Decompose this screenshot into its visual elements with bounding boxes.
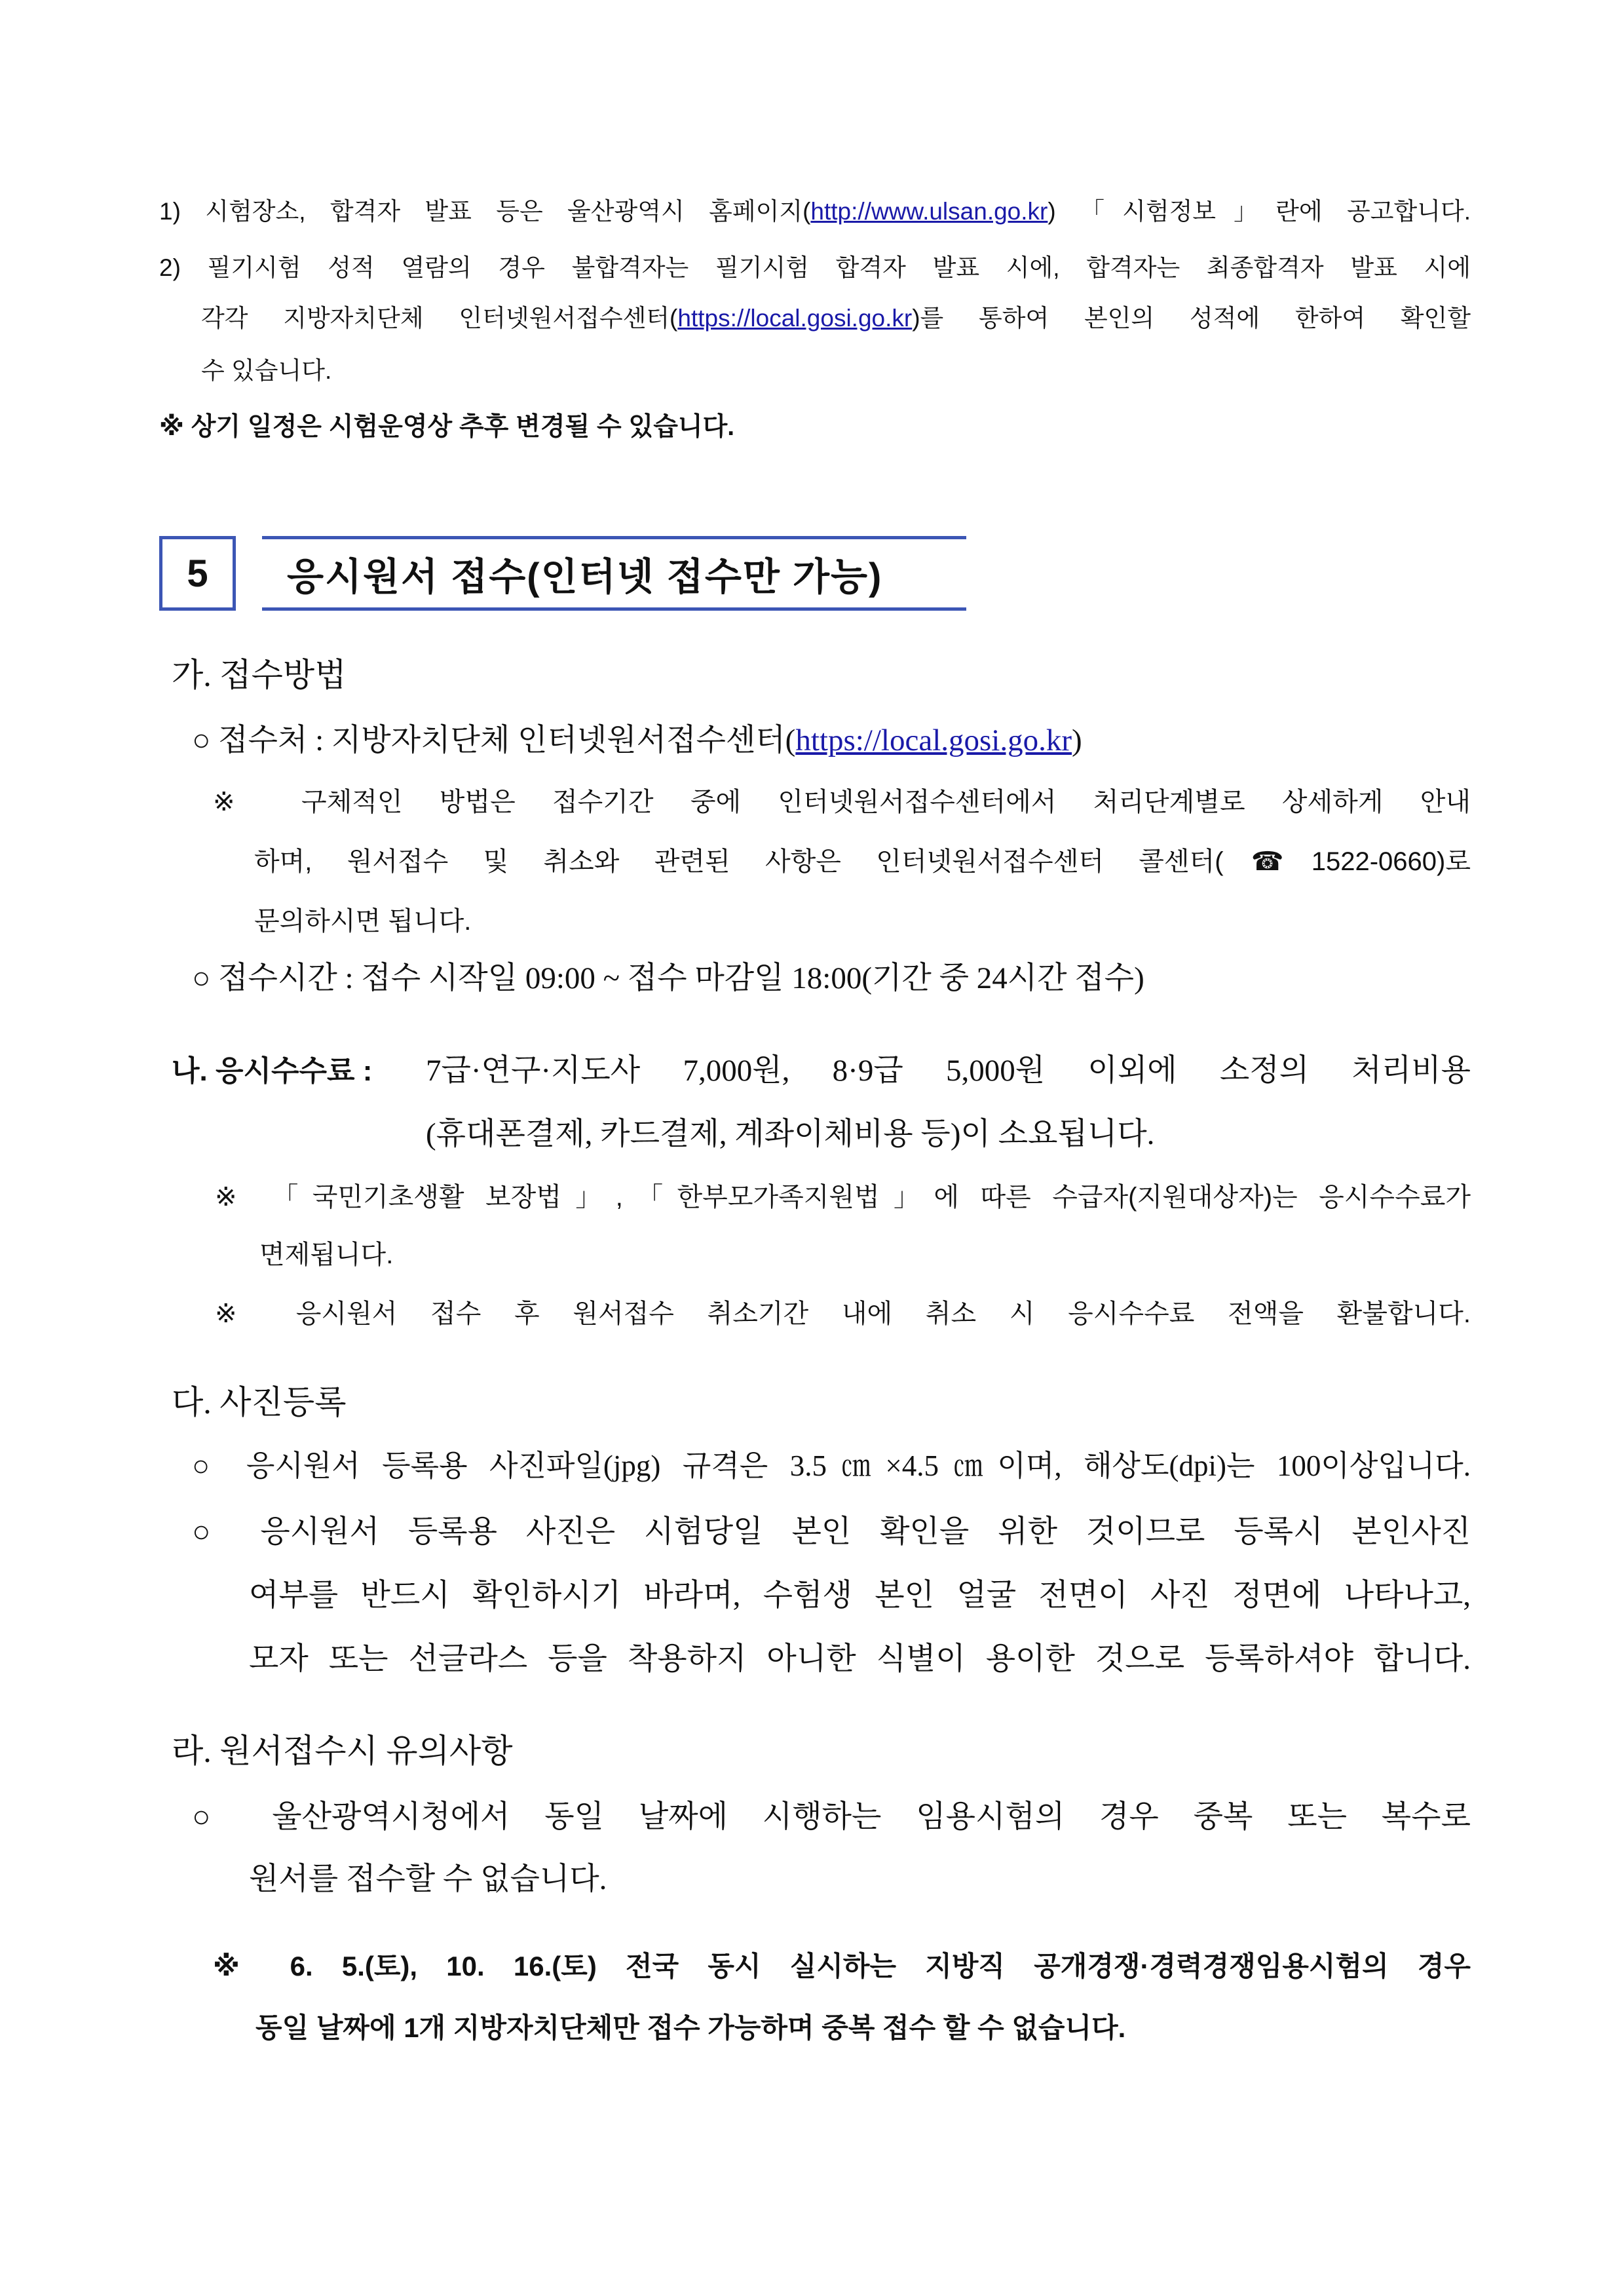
heading-na: 나. 응시수수료 : xyxy=(172,1055,373,1087)
note-1-suffix: ) 「시험정보」란에 공고합니다. xyxy=(1048,198,1471,225)
reception-place-prefix: ○ 접수처 : 지방자치단체 인터넷원서접수센터( xyxy=(192,723,796,757)
method-note-line-3: 문의하시면 됩니다. xyxy=(254,907,472,936)
reception-time: ○ 접수시간 : 접수 시작일 09:00 ~ 접수 마감일 18:00(기간 중 24시간 접수) xyxy=(192,961,1144,995)
method-note-line-2: 하며, 원서접수 및 취소와 관련된 사항은 인터넷원서접수센터 콜센터(☎1522-0660)로 xyxy=(254,847,1471,876)
heading-ra: 라. 원서접수시 유의사항 xyxy=(172,1732,513,1769)
nationwide-exam-note-line-2: 동일 날짜에 1개 지방자치단체만 접수 가능하며 중복 접수 할 수 없습니다. xyxy=(255,2012,1126,2043)
section-title: 응시원서 접수(인터넷 접수만 가능) xyxy=(262,536,966,611)
ulsan-homepage-link[interactable]: http://www.ulsan.go.kr xyxy=(810,198,1048,225)
note-2-line-2 xyxy=(201,298,1471,334)
fee-line-2: (휴대폰결제, 카드결제, 계좌이체비용 등)이 소요됩니다. xyxy=(426,1117,1155,1151)
fee-exemption-note-line-1: ※ 「국민기초생활 보장법」,「한부모가족지원법」에 따른 수급자(지원대상자)는 응시수수료가 xyxy=(215,1183,1471,1212)
heading-da: 다. 사진등록 xyxy=(172,1384,347,1421)
photo-rule-line-1: ○ 응시원서 등록용 사진은 시험당일 본인 확인을 위한 것이므로 등록시 본인사진 xyxy=(192,1515,1471,1549)
photo-rule-line-3: 모자 또는 선글라스 등을 착용하지 아니한 식별이 용이한 것으로 등록하셔야 합니다. xyxy=(249,1642,1471,1676)
note-1-prefix: 1) 시험장소, 합격자 발표 등은 울산광역시 홈페이지( xyxy=(159,198,811,225)
fee-line-1: 7급·연구·지도사 7,000원, 8·9급 5,000원 이외에 소정의 처리비용 xyxy=(426,1054,1471,1088)
method-note-line-1: ※ 구체적인 방법은 접수기간 중에 인터넷원서접수센터에서 처리단계별로 상세하게 안내 xyxy=(213,788,1471,816)
photo-spec: ○ 응시원서 등록용 사진파일(jpg) 규격은 3.5㎝×4.5㎝이며, 해상도(dpi)는 100이상입니다. xyxy=(192,1449,1471,1482)
fee-exemption-note-line-2: 면제됩니다. xyxy=(259,1240,394,1269)
duplicate-rule-line-1: ○ 울산광역시청에서 동일 날짜에 시행하는 임용시험의 경우 중복 또는 복수로 xyxy=(192,1800,1471,1834)
schedule-change-warning: ※ 상기 일정은 시험운영상 추후 변경될 수 있습니다. xyxy=(159,413,735,441)
section-number-box: 5 xyxy=(159,536,236,611)
nationwide-exam-note-line-1: ※ 6. 5.(토), 10. 16.(토) 전국 동시 실시하는 지방직 공개경쟁·경력경쟁임용시험의 경우 xyxy=(213,1951,1471,1981)
note-2-line-1: 2) 필기시험 성적 열람의 경우 불합격자는 필기시험 합격자 발표 시에, 합격자는 최종합격자 발표 시에 xyxy=(159,254,1471,281)
reception-place xyxy=(192,716,1082,759)
reception-center-link[interactable]: https://local.gosi.go.kr xyxy=(795,723,1072,757)
reception-place-suffix: ) xyxy=(1072,723,1082,757)
heading-ga: 가. 접수방법 xyxy=(172,657,347,693)
note-2-line-3: 수 있습니다. xyxy=(201,357,332,384)
note-2-prefix: 각각 지방자치단체 인터넷원서접수센터( xyxy=(201,305,678,332)
duplicate-rule-line-2: 원서를 접수할 수 없습니다. xyxy=(249,1862,607,1896)
local-gosi-link[interactable]: https://local.gosi.go.kr xyxy=(677,305,913,332)
fee-refund-note: ※ 응시원서 접수 후 원서접수 취소기간 내에 취소 시 응시수수료 전액을 환불합니다. xyxy=(215,1299,1471,1328)
photo-rule-line-2: 여부를 반드시 확인하시기 바라며, 수험생 본인 얼굴 전면이 사진 정면에 나타나고, xyxy=(249,1578,1471,1613)
note-1 xyxy=(159,191,1471,227)
note-2-suffix: )를 통하여 본인의 성적에 한하여 확인할 xyxy=(912,305,1471,332)
